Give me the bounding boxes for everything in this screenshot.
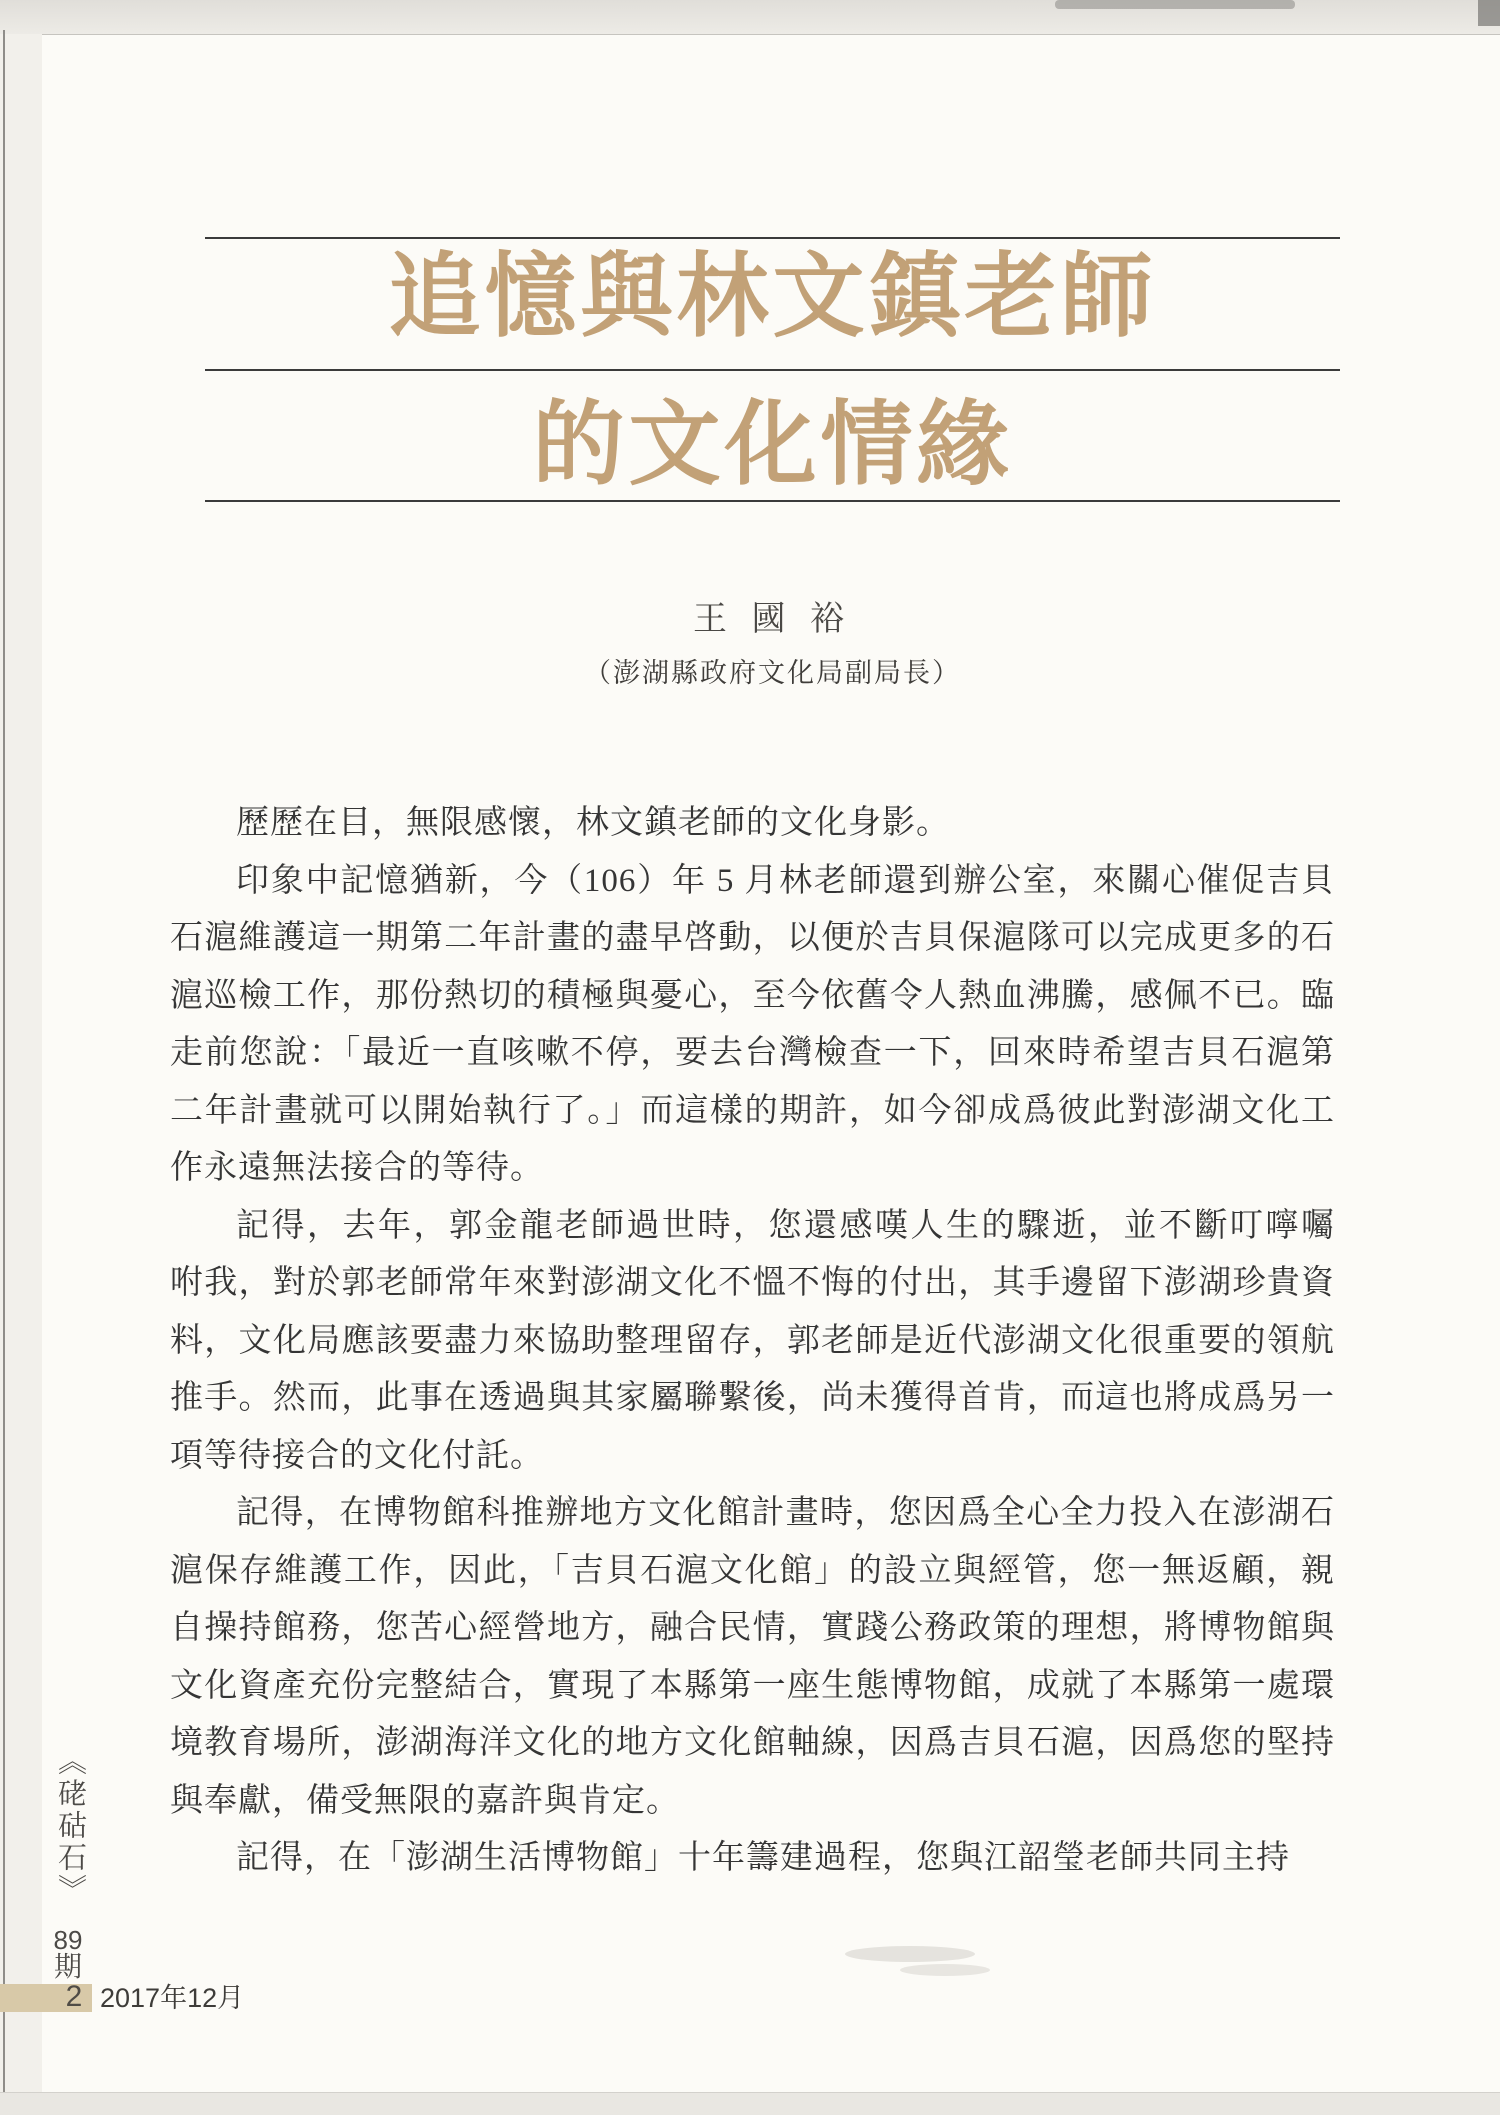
body-line: 滬保存維護工作，因此，「吉貝石滬文化館」的設立與經管，您一無返顧，親: [170, 1552, 1335, 1589]
body-line: 記得，去年，郭金龍老師過世時，您還感嘆人生的驟逝，並不斷叮嚀囑: [236, 1207, 1335, 1244]
body-line: 滬巡檢工作，那份熱切的積極與憂心，至今依舊令人熱血沸騰，感佩不已。臨: [170, 977, 1335, 1014]
body-line: 印象中記憶猶新，今（106）年 5 月林老師還到辦公室，來關心催促吉貝: [236, 862, 1335, 899]
scan-smudge-mark: [900, 1964, 990, 1976]
scan-bottom-band: [0, 2092, 1500, 2115]
title-rule-top: [205, 237, 1340, 239]
body-line: 文化資產充份完整結合，實現了本縣第一座生態博物館，成就了本縣第一處環: [170, 1667, 1335, 1704]
body-line: 記得，在博物館科推辦地方文化館計畫時，您因爲全心全力投入在澎湖石: [236, 1495, 1335, 1531]
author-name: 王 國 裕: [693, 601, 852, 638]
body-line: 與奉獻，備受無限的嘉許與肯定。: [170, 1782, 680, 1819]
title-rule-bottom: [205, 500, 1340, 502]
body-line: 走前您說：「最近一直咳嗽不停，要去台灣檢查一下，回來時希望吉貝石滬第: [170, 1035, 1335, 1071]
page-number: 2: [65, 1980, 83, 2013]
article-body: [170, 795, 1335, 1888]
body-line: 咐我，對於郭老師常年來對澎湖文化不慍不悔的付出，其手邊留下澎湖珍貴資: [170, 1265, 1335, 1301]
author-affiliation: （澎湖縣政府文化局副局長）: [584, 658, 961, 688]
issue-date: 2017年12月: [100, 1983, 245, 2013]
scan-left-edge-line: [3, 30, 5, 2115]
title-rule-middle: [205, 369, 1340, 371]
scan-corner-mark: [1478, 0, 1500, 26]
body-line: 料，文化局應該要盡力來協助整理留存，郭老師是近代澎湖文化很重要的領航: [170, 1322, 1335, 1359]
body-line: 境教育場所，澎湖海洋文化的地方文化館軸線，因爲吉貝石滬，因爲您的堅持: [170, 1725, 1335, 1761]
body-line: 歷歷在目，無限感懷，林文鎮老師的文化身影。: [236, 805, 950, 841]
journal-title-vertical: 《硓𥑮石》: [54, 1746, 86, 1906]
journal-issue-suffix: 期: [53, 1951, 82, 1982]
article-title-line1: 追憶與林文鎮老師: [388, 246, 1157, 348]
journal-issue-number: 89: [53, 1925, 83, 1955]
body-line: 自操持館務，您苦心經營地方，融合民情，實踐公務政策的理想，將博物館與: [170, 1610, 1335, 1646]
scan-left-shading: [0, 34, 42, 2093]
body-line: 推手。然而，此事在透過與其家屬聯繫後，尚未獲得首肯，而這也將成爲另一: [170, 1380, 1335, 1416]
body-line: 記得，在「澎湖生活博物館」十年籌建過程，您與江韶瑩老師共同主持: [236, 1840, 1290, 1876]
body-line: 石滬維護這一期第二年計畫的盡早啓動，以便於吉貝保滬隊可以完成更多的石: [170, 920, 1335, 956]
body-line: 項等待接合的文化付託。: [170, 1437, 544, 1474]
scan-smudge-mark: [1055, 0, 1295, 9]
body-line: 二年計畫就可以開始執行了。」而這樣的期許，如今卻成爲彼此對澎湖文化工: [170, 1092, 1335, 1129]
scan-smudge-mark: [845, 1946, 975, 1962]
article-title-line2: 的文化情緣: [532, 394, 1013, 496]
body-line: 作永遠無法接合的等待。: [170, 1150, 544, 1186]
